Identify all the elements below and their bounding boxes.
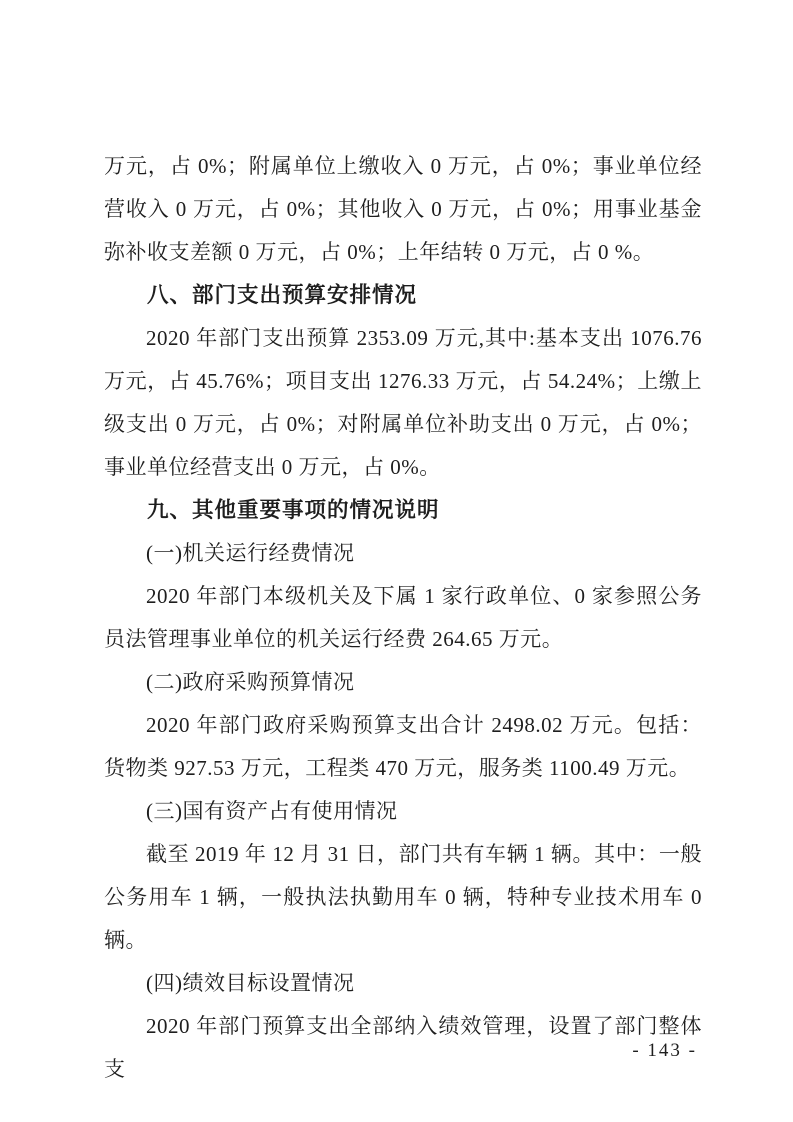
page-number: - 143 - [632,1040,697,1061]
paragraph-income-continuation: 万元，占 0%；附属单位上缴收入 0 万元，占 0%；事业单位经营收入 0 万元，占 0%；其他收入 0 万元，占 0%；用事业基金弥补收支差额 0 万元，占 0%；上年结转 0 万元，占 0 %。 [104,154,702,264]
paragraph-operating-expenses: 2020 年部门本级机关及下属 1 家行政单位、0 家参照公务员法管理事业单位的机关运行经费 264.65 万元。 [104,584,702,651]
heading-section-8-expenditure-budget: 八、部门支出预算安排情况 [147,283,418,307]
paragraph-state-assets: 截至 2019 年 12 月 31 日，部门共有车辆 1 辆。其中：一般公务用车 1 辆，一般执法执勤用车 0 辆，特种专业技术用车 0 辆。 [104,842,702,952]
paragraph-expenditure-budget: 2020 年部门支出预算 2353.09 万元,其中:基本支出 1076.76 万元，占 45.76%；项目支出 1276.33 万元，占 54.24%；上缴上级支出 0 万元，占 0%；对附属单位补助支出 0 万元，占 0%；事业单位经营支出 0 万元，占 0%。 [104,326,702,479]
subheading-2-procurement-budget: (二)政府采购预算情况 [146,670,355,694]
paragraph-performance-targets: 2020 年部门预算支出全部纳入绩效管理，设置了部门整体支 [104,1014,702,1081]
document-body [104,145,702,1091]
subheading-1-operating-expenses: (一)机关运行经费情况 [146,541,355,565]
subheading-3-state-assets: (三)国有资产占有使用情况 [146,799,398,823]
heading-section-9-other-important-matters: 九、其他重要事项的情况说明 [147,498,440,522]
paragraph-procurement-budget: 2020 年部门政府采购预算支出合计 2498.02 万元。包括：货物类 927.53 万元，工程类 470 万元，服务类 1100.49 万元。 [104,713,702,780]
subheading-4-performance-targets: (四)绩效目标设置情况 [146,971,355,995]
